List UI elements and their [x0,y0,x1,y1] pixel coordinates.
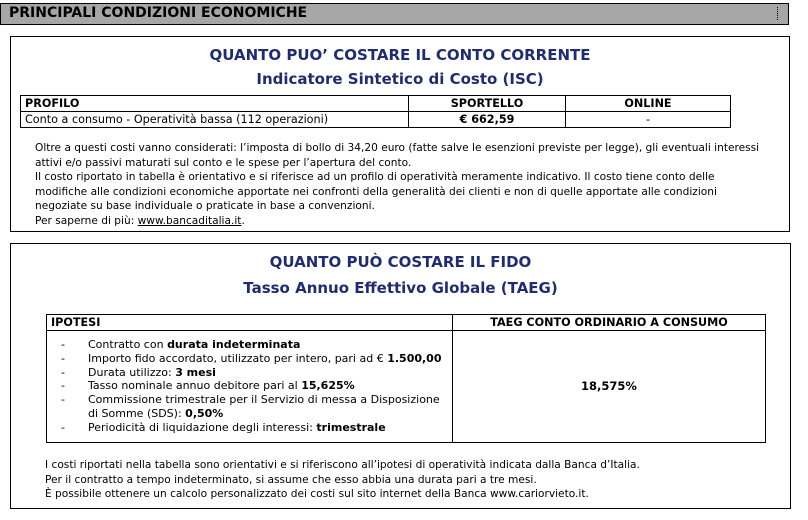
col-online: ONLINE [566,96,731,112]
fido-title: QUANTO PUÒ COSTARE IL FIDO [269,253,532,271]
note-paragraph: Oltre a questi costi vanno considerati: l’imposta di bollo di 34,20 euro (fatte salve le esenzioni previste per legge), gli eventuali interessi attivi e/o passivi maturati sul conto e le spese per l’apertura del conto. [35,142,760,169]
hypotheses-list [51,338,448,435]
taeg-subtitle: Tasso Annuo Effettivo Globale (TAEG) [243,279,558,297]
section-header [0,3,789,25]
more-suffix: . [241,214,245,227]
list-item: - Importo fido accordato, utilizzato per intero, pari ad € 1.500,00 [51,352,448,366]
list-item: - Durata utilizzo: 3 mesi [51,366,448,380]
note-paragraph: Per il contratto a tempo indeterminato, si assume che esso abbia una durata pari a tre mesi. [45,473,537,486]
conto-corrente-box [10,36,790,232]
col-taeg: TAEG CONTO ORDINARIO A CONSUMO [453,315,766,331]
list-item: - Contratto con durata indeterminata [51,338,448,352]
cell-sportello: € 662,59 [409,112,566,128]
list-item: - Periodicità di liquidazione degli interessi: trimestrale [51,421,448,435]
section-title: PRINCIPALI CONDIZIONI ECONOMICHE [9,5,308,21]
cell-profilo: Conto a consumo - Operatività bassa (112 operazioni) [21,112,409,128]
cell-taeg-value: 18,575% [453,331,766,443]
more-prefix: Per saperne di più: [35,214,138,227]
conto-title: QUANTO PUO’ COSTARE IL CONTO CORRENTE [209,46,591,64]
table-row [21,112,731,128]
more-info [35,214,770,229]
table-header-row [21,96,731,112]
conto-notes [35,141,770,228]
list-item: - Tasso nominale annuo debitore pari al 15,625% [51,379,448,393]
cell-online: - [566,112,731,128]
list-item: - Commissione trimestrale per il Servizio di messa a Disposizione di Somme (SDS): 0,50% [51,393,448,421]
isc-table [20,95,731,128]
col-profilo: PROFILO [21,96,409,112]
table-row [47,331,766,443]
header-edge-mark [777,7,784,20]
note-paragraph: È possibile ottenere un calcolo personalizzato dei costi sul sito internet della Banca www.cariorvieto.it. [45,488,589,500]
fido-notes [45,458,785,502]
cell-ipotesi [47,331,453,443]
note-paragraph: I costi riportati nella tabella sono orientativi e si riferiscono all’ipotesi di operatività indicata dalla Banca d’Italia. [45,459,640,471]
taeg-table [46,314,766,443]
col-ipotesi: IPOTESI [47,315,453,331]
col-sportello: SPORTELLO [409,96,566,112]
table-header-row [47,315,766,331]
fido-box [10,243,791,509]
bancaditalia-link[interactable]: www.bancaditalia.it [137,214,242,227]
isc-subtitle: Indicatore Sintetico di Costo (ISC) [256,70,544,88]
note-paragraph: Il costo riportato in tabella è orientativo e si riferisce ad un profilo di operatività meramente indicativo. Il costo tiene conto delle modifiche alle condizioni economiche apportate nei confronti della generalità dei clienti e non di quelle apportate alle condizioni negoziate su base individuale o praticate in base a convenzioni. [35,171,717,212]
